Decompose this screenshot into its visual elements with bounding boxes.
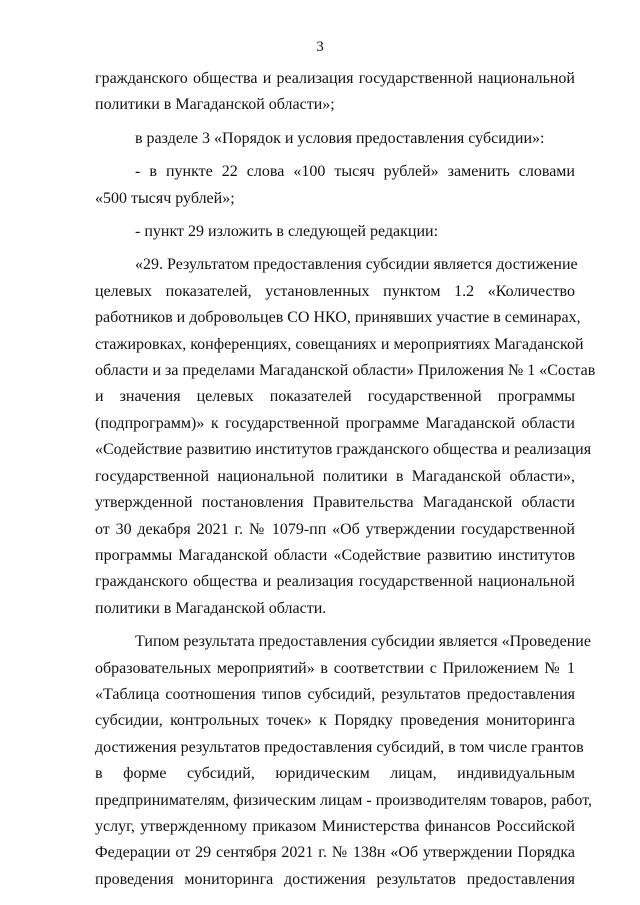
text-line: образовательных мероприятий» в соответствии с Приложением № 1 <box>95 659 575 677</box>
text-line: проведения мониторинга достижения результатов предоставления <box>95 870 575 888</box>
text-line: - в пункте 22 слова «100 тысяч рублей» заменить словами <box>135 163 575 181</box>
text-line: политики в Магаданской области»; <box>95 96 335 114</box>
paragraph-result-type <box>95 629 592 893</box>
text-line: «Таблица соотношения типов субсидий, результатов предоставления <box>95 685 575 703</box>
text-line: достижения результатов предоставления субсидий, в том числе грантов <box>95 738 584 756</box>
text-line: в форме субсидий, юридическим лицам, индивидуальным <box>95 765 575 783</box>
text-line: государственной национальной политики в Магаданской области», <box>95 467 575 485</box>
text-line: работников и добровольцев СО НКО, принявших участие в семинарах, <box>95 309 581 327</box>
text-line: области и за пределами Магаданской области» Приложения № 1 «Состав <box>95 362 596 380</box>
text-line: стажировках, конференциях, совещаниях и мероприятиях Магаданской <box>95 335 584 353</box>
text-line: «Содействие развитию институтов гражданского общества и реализация <box>95 441 592 459</box>
page-number: 3 <box>316 39 324 55</box>
text-line: - пункт 29 изложить в следующей редакции: <box>135 223 439 241</box>
text-line: субсидии, контрольных точек» к Порядку проведения мониторинга <box>95 712 575 730</box>
text-line: в разделе 3 «Порядок и условия предоставления субсидии»: <box>135 129 545 147</box>
text-line: (подпрограмм)» к государственной программе Магаданской области <box>95 414 575 432</box>
paragraph-item-29-intro <box>95 219 575 245</box>
text-line: Федерации от 29 сентября 2021 г. № 138н «Об утверждении Порядка <box>95 844 575 862</box>
text-line: Типом результата предоставления субсидии является «Проведение <box>135 633 591 651</box>
text-line: гражданского общества и реализация государственной национальной <box>95 70 575 87</box>
text-line: предпринимателям, физическим лицам - производителям товаров, работ, <box>95 791 592 809</box>
text-line: гражданского общества и реализация государственной национальной <box>95 573 575 591</box>
paragraph-item-29-text <box>95 252 596 622</box>
text-line: «500 тысяч рублей»; <box>95 189 235 207</box>
text-line: целевых показателей, установленных пунктом 1.2 «Количество <box>95 282 575 300</box>
text-line: утвержденной постановления Правительства Магаданской области <box>95 494 575 512</box>
text-line: и значения целевых показателей государственной программы <box>95 388 575 406</box>
text-line: услуг, утвержденному приказом Министерства финансов Российской <box>95 817 575 835</box>
text-line: программы Магаданской области «Содействие развитию институтов <box>95 546 575 564</box>
text-line: политики в Магаданской области. <box>95 599 327 617</box>
paragraph-section-3 <box>95 126 575 152</box>
document-body <box>95 66 596 893</box>
text-line: «29. Результатом предоставления субсидии является достижение <box>135 256 578 274</box>
text-line: от 30 декабря 2021 г. № 1079-пп «Об утверждении государственной <box>95 520 575 538</box>
paragraph-continuation <box>95 66 575 119</box>
paragraph-item-22 <box>95 159 575 212</box>
